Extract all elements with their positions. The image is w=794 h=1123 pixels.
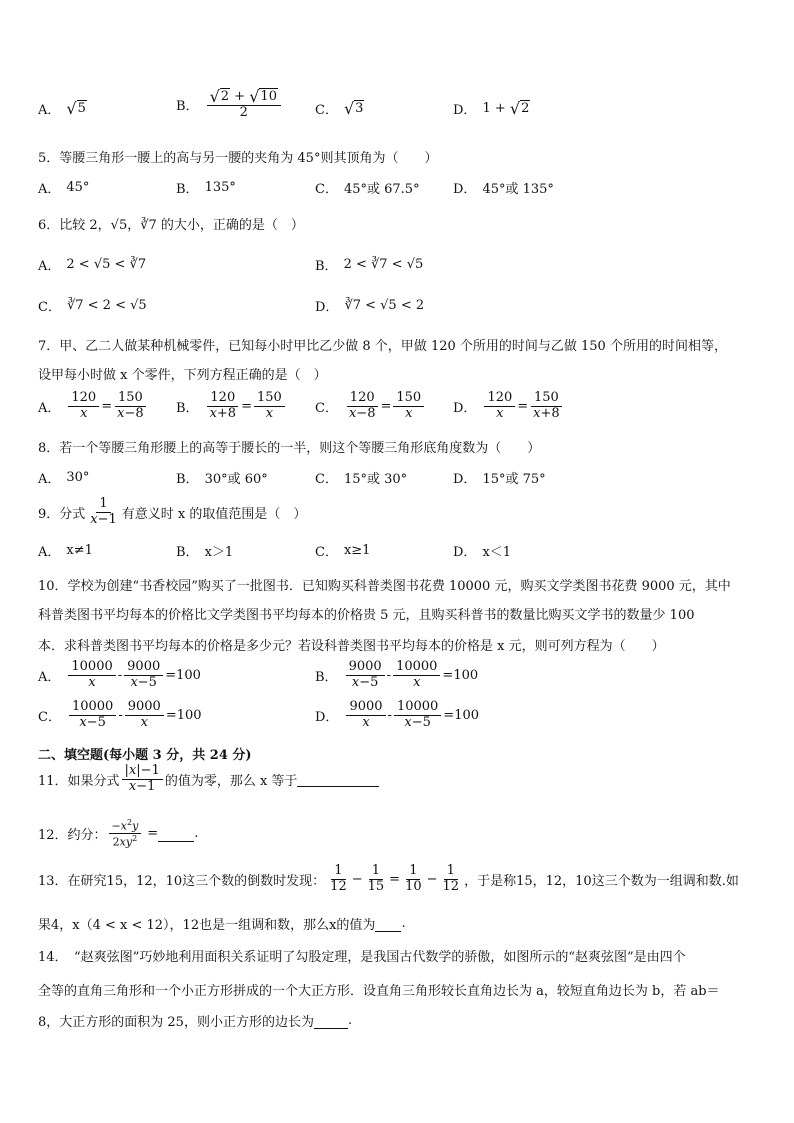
q10-option-b: B． $\frac{9000}{x-5}$ - $\frac{10000}{x}$ =100 bbox=[315, 659, 479, 690]
q4-option-b: B． √ 2 + √ 10 2 bbox=[176, 88, 283, 121]
section-title: 二、填空题(每小题 3 分，共 24 分) bbox=[38, 748, 252, 763]
q11: 11．如果分式 $\frac{|x|-1}{x-1}$ 的值为零，那么 x 等于 bbox=[38, 764, 379, 795]
q4-option-a: A． √ 5 bbox=[38, 98, 86, 118]
q14-line2: 全等的直角三角形和一个小正方形拼成的一个大正方形．设直角三角形较长直角边长为 a，较短直角边长为 b，若 ab＝ bbox=[38, 984, 720, 999]
q9-option-c: C． x≥1 bbox=[315, 543, 371, 560]
q8-stem: 8．若一个等腰三角形腰上的高等于腰长的一半，则这个等腰三角形底角度数为（ ） bbox=[38, 441, 541, 456]
q12: 12．约分： $\frac{-x^2y}{2xy^2}$ = . bbox=[38, 818, 199, 849]
q8-option-c: C． 15°或 30° bbox=[315, 472, 408, 487]
q9-option-d: D． x＜1 bbox=[453, 545, 512, 560]
q7-option-c: C． $\frac{120}{x-8}$ = $\frac{150}{x}$ bbox=[315, 391, 426, 422]
q8-option-a: A． 30° bbox=[38, 470, 90, 487]
q14-line1: 14． “赵爽弦图”巧妙地利用面积关系证明了勾股定理，是我国古代数学的骄傲，如图所示的“赵爽弦图”是由四个 bbox=[38, 950, 686, 965]
q11-answer-blank bbox=[297, 771, 379, 787]
q6-option-d: D． ∛7 < √5 < 2 bbox=[315, 298, 425, 315]
q7-stem-line2: 设甲每小时做 x 个零件，下列方程正确的是（ ） bbox=[38, 368, 327, 383]
q13-answer-blank bbox=[375, 916, 401, 932]
q10-stem-line2: 科普类图书平均每本的价格比文学类图书平均每本的价格贵 5 元，且购买科普书的数量比购买文学书的数量少 100 bbox=[38, 608, 695, 623]
q8-option-d: D． 15°或 75° bbox=[453, 472, 546, 487]
q14-line3: 8，大正方形的面积为 25，则小正方形的边长为 . bbox=[38, 1013, 353, 1030]
q7-option-d: D． $\frac{120}{x}$ = $\frac{150}{x+8}$ bbox=[453, 391, 565, 422]
q4-option-c: C． √ 3 bbox=[315, 98, 364, 118]
q5-option-c: C． 45°或 67.5° bbox=[315, 182, 420, 197]
q7-option-b: B． $\frac{120}{x+8}$ = $\frac{150}{x}$ bbox=[176, 391, 287, 422]
q9-option-a: A． x≠1 bbox=[38, 543, 93, 560]
q6-option-c: C． ∛7 < 2 < √5 bbox=[38, 298, 147, 315]
q10-stem-line1: 10．学校为创建“书香校园”购买了一批图书．已知购买科普类图书花费 10000 元，购买文学类图书花费 9000 元，其中 bbox=[38, 579, 731, 594]
q9-option-b: B． x＞1 bbox=[176, 545, 234, 560]
q8-option-b: B． 30°或 60° bbox=[176, 472, 268, 487]
q5-option-a: A． 45° bbox=[38, 180, 90, 197]
q10-option-d: D． $\frac{9000}{x}$ - $\frac{10000}{x-5}$ =100 bbox=[315, 699, 480, 730]
q13-line1: 13．在研究15，12，10这三个数的倒数时发现： $\frac{1}{12}$ − $\frac{1}{15}$ = $\frac{1}{10}$ − $\frac{1}{12}$ ，于是称15，12，10这三个数为一组调和数.如 bbox=[38, 863, 739, 894]
q6-stem: 6．比较 2，√5，∛7 的大小，正确的是（ ） bbox=[38, 218, 304, 233]
q10-stem-line3: 本．求科普类图书平均每本的价格是多少元？若设科普类图书平均每本的价格是 x 元，则可列方程为（ ） bbox=[38, 639, 665, 654]
q5-stem: 5．等腰三角形一腰上的高与另一腰的夹角为 45°则其顶角为（ ） bbox=[38, 151, 438, 166]
q9-stem: 9．分式 $\frac{1}{x-1}$ 有意义时 x 的取值范围是（ ） bbox=[38, 496, 307, 527]
q12-answer-blank bbox=[158, 826, 194, 842]
q10-option-a: A． $\frac{10000}{x}$ - $\frac{9000}{x-5}$ =100 bbox=[38, 659, 201, 690]
q10-option-c: C． $\frac{10000}{x-5}$ - $\frac{9000}{x}$ =100 bbox=[38, 699, 202, 730]
q14-answer-blank bbox=[314, 1013, 348, 1029]
q4-option-d: D． 1 + √ 2 bbox=[453, 98, 530, 118]
q7-option-a: A． $\frac{120}{x}$ = $\frac{150}{x-8}$ bbox=[38, 391, 149, 422]
q5-option-b: B． 135° bbox=[176, 180, 236, 197]
q6-option-a: A． 2 < √5 < ∛7 bbox=[38, 257, 147, 274]
q5-option-d: D． 45°或 135° bbox=[453, 182, 554, 197]
q6-option-b: B． 2 < ∛7 < √5 bbox=[315, 257, 424, 274]
q13-line2: 果4，x（4 < x < 12），12也是一组调和数，那么x的值为 . bbox=[38, 916, 406, 933]
q7-stem-line1: 7．甲、乙二人做某种机械零件，已知每小时甲比乙少做 8 个，甲做 120 个所用的时间与乙做 150 个所用的时间相等， bbox=[38, 339, 727, 354]
